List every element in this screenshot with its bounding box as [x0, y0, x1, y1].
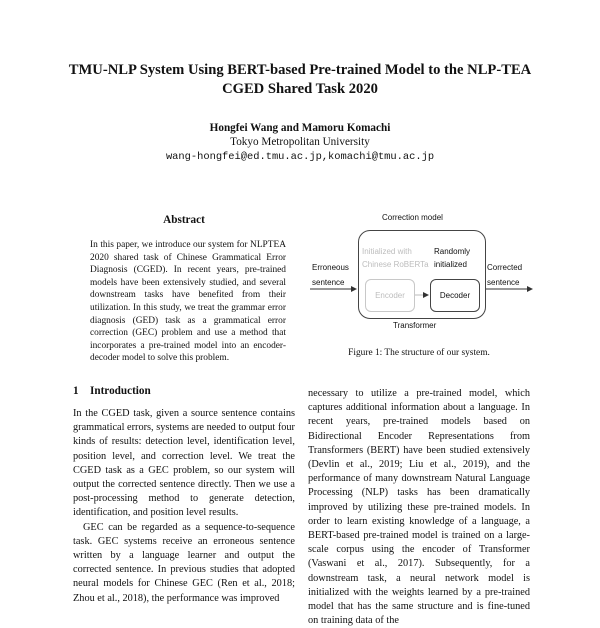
affiliation: Tokyo Metropolitan University	[230, 136, 370, 148]
output-label-line-1: Corrected	[487, 263, 523, 272]
title-line-1: TMU-NLP System Using BERT-based Pre-trained Model to the NLP-TEA	[68, 62, 532, 78]
intro-paragraph-2: GEC can be regarded as a sequence-to-sequence task. GEC systems receive an erroneous sentence written by a language learner and output the corrected sentence. In previous studies that adopted neural models for Chinese GEC (Ren et al., 2018; Zhou et al., 2018), the performance was improved	[73, 521, 295, 604]
random-label-line-2: initialized	[434, 260, 467, 269]
section-heading	[73, 385, 151, 397]
init-label-line-2: Chinese RoBERTa	[362, 260, 429, 269]
paper-title	[40, 61, 560, 99]
init-label-line-1: Initialized with	[362, 247, 412, 256]
authors: Hongfei Wang and Mamoru Komachi	[209, 122, 391, 134]
encoder-box: Encoder	[365, 279, 415, 312]
figure-title: Correction model	[382, 213, 443, 222]
abstract-heading: Abstract	[163, 214, 205, 226]
title-line-2: CGED Shared Task 2020	[222, 81, 378, 97]
section-title: Introduction	[90, 385, 151, 397]
left-column-body	[73, 407, 295, 606]
intro-paragraph-right: necessary to utilize a pre-trained model, which captures additional information about a language. In recent years, pre-trained models based on Bidirectional Encoder Representations from Transformers (BERT) have been studied extensively (Devlin et al., 2019; Liu et al., 2019), and the performance of many downstream Natural Language Processing (NLP) tasks has been dramatically improved by utilizing these pre-trained models. In order to learn existing knowledge of a language, a BERT-based pre-trained model is trained on a large-scale corpus using the encoder of Transformer (Vaswani et al., 2017). Subsequently, for a downstream task, a neural network model is initialized with the weights learned by a pre-trained model that has the same structure and is fine-tuned on training data of the	[308, 388, 530, 627]
figure-1	[306, 208, 534, 336]
abstract-text: In this paper, we introduce our system for NLPTEA 2020 shared task of Chinese Grammatical Error Diagnosis (CGED). In recent years, pre-trained models have been extensively studied, and several downstream tasks have benefited from their utilization. In this study, we treat the grammar error diagnosis (GED) task as a grammatical error correction (GEC) problem and use a method that incorporates a pre-trained model into an encoder-decoder model to solve this problem.	[90, 240, 286, 364]
section-number: 1	[73, 385, 79, 397]
random-label-line-1: Randomly	[434, 247, 471, 256]
emails: wang-hongfei@ed.tmu.ac.jp,komachi@tmu.ac.jp	[165, 151, 435, 163]
input-label-line-2: sentence	[312, 278, 345, 287]
output-label-line-2: sentence	[487, 278, 520, 287]
figure-caption: Figure 1: The structure of our system.	[348, 348, 490, 358]
right-column-body	[308, 387, 530, 628]
intro-paragraph-1: In the CGED task, given a source sentence contains grammatical errors, systems are needed to output four kinds of results: detection level, identification level, position level, and correction level. We treat the CGED task as a GEC problem, so our system will output the corrected sentence directly. Then we use a post-processing method to generate detection, identification, and position level results.	[73, 408, 295, 519]
transformer-label: Transformer	[393, 321, 437, 330]
decoder-box: Decoder	[430, 279, 480, 312]
input-label-line-1: Erroneous	[312, 263, 349, 272]
